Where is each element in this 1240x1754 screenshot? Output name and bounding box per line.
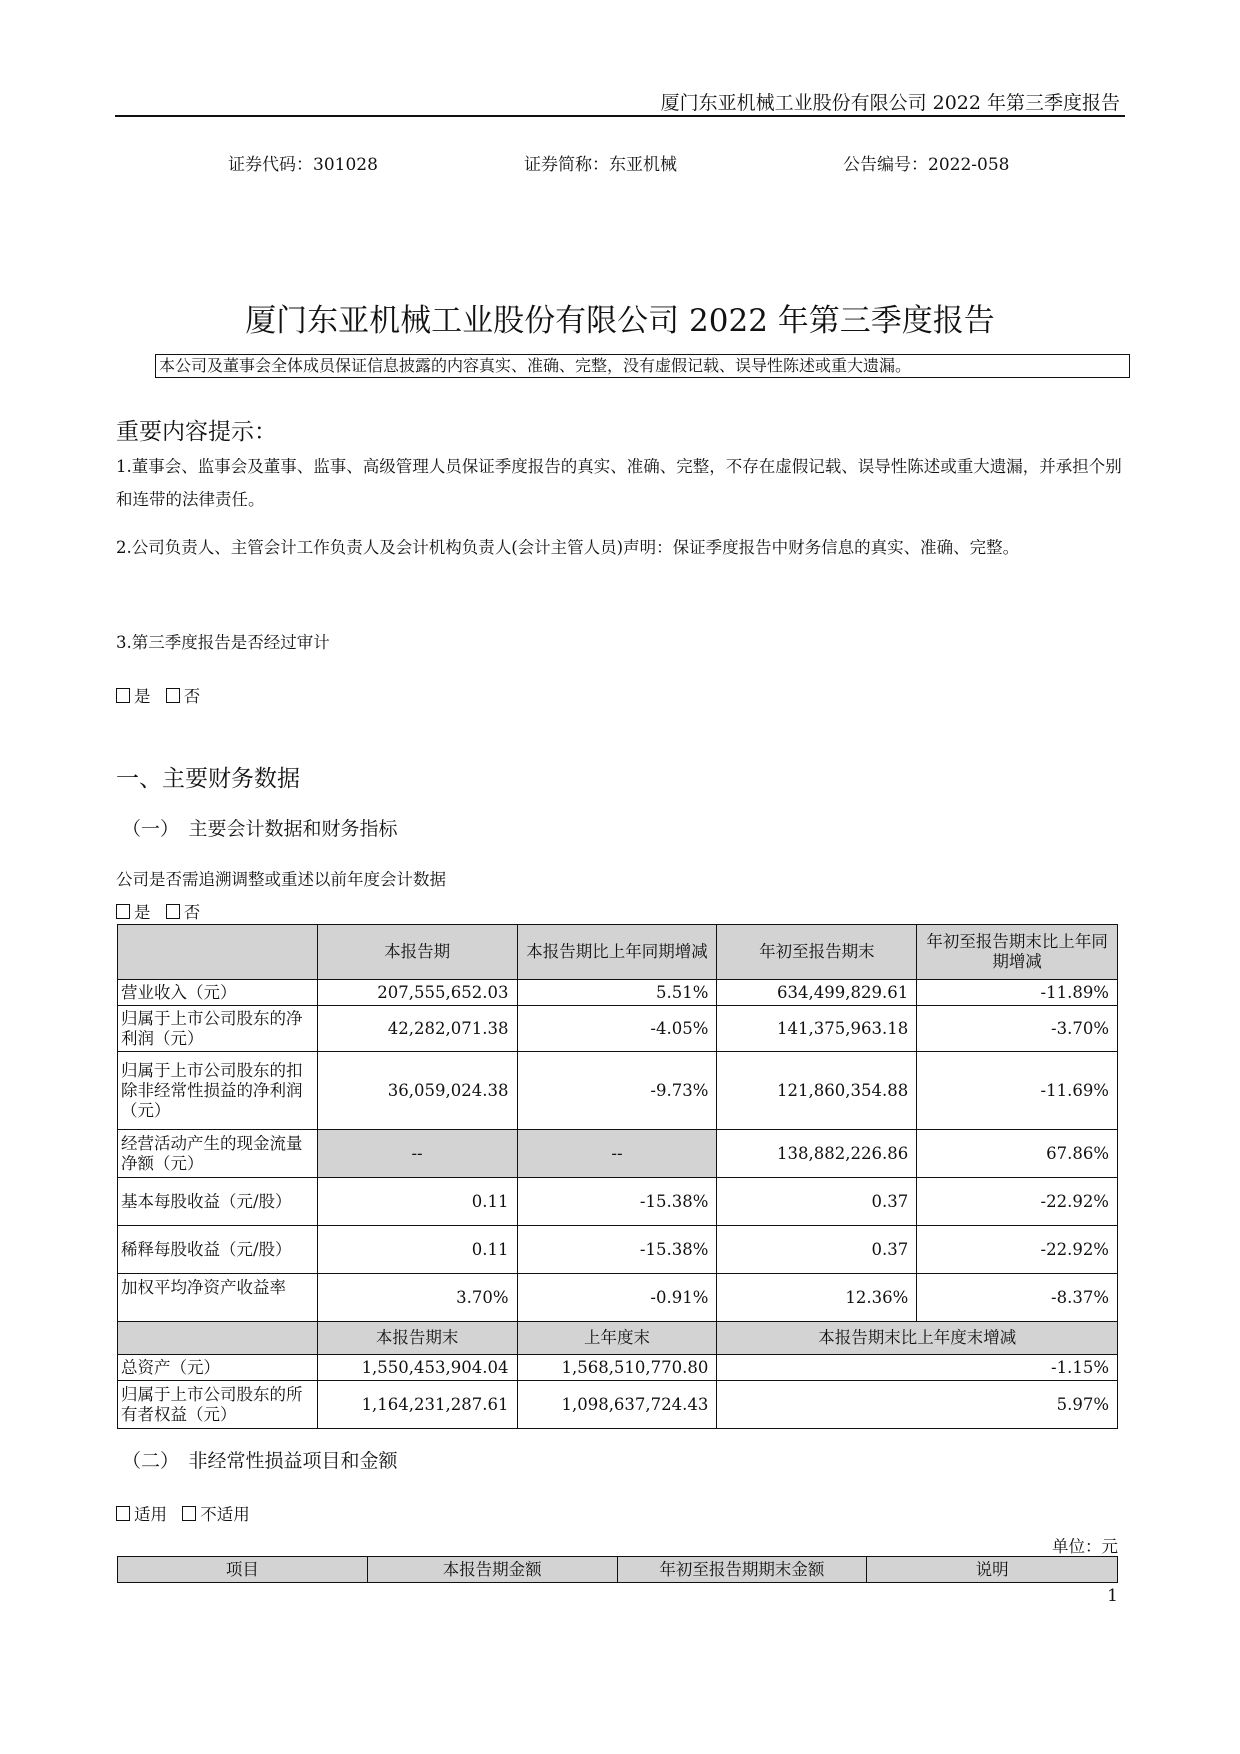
cell-value: 0.37 <box>717 1226 917 1274</box>
stock-abbreviation: 证券简称：东亚机械 <box>524 155 677 175</box>
audit-no-checkbox[interactable] <box>166 688 180 703</box>
running-header: 厦门东亚机械工业股份有限公司 2022 年第三季度报告 <box>660 92 1120 114</box>
cell-value: 138,882,226.86 <box>717 1130 917 1178</box>
cell-value: 3.70% <box>317 1274 517 1322</box>
table-header: 年初至报告期末比上年同期增减 <box>917 925 1118 980</box>
table-row <box>118 1274 1118 1322</box>
row-label: 归属于上市公司股东的所有者权益（元） <box>118 1381 318 1429</box>
section-1-heading: 一、主要财务数据 <box>116 766 300 792</box>
cell-value: 1,568,510,770.80 <box>517 1355 717 1381</box>
table-header: 本报告期比上年同期增减 <box>517 925 717 980</box>
table-row <box>118 1130 1118 1178</box>
stock-code: 证券代码：301028 <box>228 155 378 175</box>
table-header: 本报告期金额 <box>367 1557 617 1583</box>
cell-value: 1,550,453,904.04 <box>317 1355 517 1381</box>
cell-value: 42,282,071.38 <box>317 1006 517 1052</box>
important-heading: 重要内容提示： <box>116 419 277 445</box>
financial-data-table <box>117 924 1118 1429</box>
cell-value: 36,059,024.38 <box>317 1052 517 1130</box>
cell-value: -15.38% <box>517 1178 717 1226</box>
table-row <box>118 1052 1118 1130</box>
cell-value: -11.69% <box>917 1052 1118 1130</box>
cell-value: 634,499,829.61 <box>717 980 917 1006</box>
applicable-checkbox[interactable] <box>116 1506 130 1521</box>
table-row <box>118 1226 1118 1274</box>
restate-no-checkbox[interactable] <box>166 904 180 919</box>
row-label: 归属于上市公司股东的扣除非经常性损益的净利润（元） <box>118 1052 318 1130</box>
non-recurring-table <box>117 1556 1118 1583</box>
important-item-3: 3.第三季度报告是否经过审计 <box>116 633 330 652</box>
row-label: 经营活动产生的现金流量净额（元） <box>118 1130 318 1178</box>
cell-value: 207,555,652.03 <box>317 980 517 1006</box>
cell-value: 1,098,637,724.43 <box>517 1381 717 1429</box>
subsection-1-heading: （一） 主要会计数据和财务指标 <box>122 818 398 840</box>
cell-value: -15.38% <box>517 1226 717 1274</box>
applicable-options: 适用 不适用 <box>116 1501 250 1525</box>
cell-value: -3.70% <box>917 1006 1118 1052</box>
row-label: 总资产（元） <box>118 1355 318 1381</box>
row-label: 稀释每股收益（元/股） <box>118 1226 318 1274</box>
cell-value: 1,164,231,287.61 <box>317 1381 517 1429</box>
cell-value: 5.51% <box>517 980 717 1006</box>
cell-value: -0.91% <box>517 1274 717 1322</box>
table-row <box>118 980 1118 1006</box>
row-label: 归属于上市公司股东的净利润（元） <box>118 1006 318 1052</box>
cell-value: -11.89% <box>917 980 1118 1006</box>
cell-value: -1.15% <box>717 1355 1118 1381</box>
table-header: 本报告期末比上年度末增减 <box>717 1322 1118 1355</box>
row-label: 加权平均净资产收益率 <box>118 1274 318 1322</box>
not-applicable-checkbox[interactable] <box>182 1506 196 1521</box>
cell-value: 121,860,354.88 <box>717 1052 917 1130</box>
cell-value: -22.92% <box>917 1178 1118 1226</box>
report-title: 厦门东亚机械工业股份有限公司 2022 年第三季度报告 <box>245 303 995 339</box>
board-statement: 本公司及董事会全体成员保证信息披露的内容真实、准确、完整，没有虚假记载、误导性陈述或重大遗漏。 <box>155 354 1130 378</box>
cell-value: 0.37 <box>717 1178 917 1226</box>
cell-value: 0.11 <box>317 1226 517 1274</box>
notice-number: 公告编号：2022-058 <box>843 155 1010 175</box>
subsection-2-heading: （二） 非经常性损益项目和金额 <box>122 1450 398 1472</box>
cell-value: 12.36% <box>717 1274 917 1322</box>
cell-value: -8.37% <box>917 1274 1118 1322</box>
cell-value: 141,375,963.18 <box>717 1006 917 1052</box>
table-row <box>118 1355 1118 1381</box>
table-row <box>118 1178 1118 1226</box>
table-header: 年初至报告期末 <box>717 925 917 980</box>
row-label: 营业收入（元） <box>118 980 318 1006</box>
table-header: 说明 <box>867 1557 1118 1583</box>
row-label: 基本每股收益（元/股） <box>118 1178 318 1226</box>
table-row <box>118 1381 1118 1429</box>
table-header: 上年度末 <box>517 1322 717 1355</box>
table-header-blank <box>118 925 318 980</box>
cell-value: -- <box>517 1130 717 1178</box>
important-item-2: 2.公司负责人、主管会计工作负责人及会计机构负责人(会计主管人员)声明：保证季度报告中财务信息的真实、准确、完整。 <box>116 538 1020 557</box>
restate-options: 是 否 <box>116 899 200 923</box>
table-header: 本报告期 <box>317 925 517 980</box>
cell-value: -22.92% <box>917 1226 1118 1274</box>
table-header-blank <box>118 1322 318 1355</box>
table-header: 年初至报告期期末金额 <box>617 1557 867 1583</box>
page-number: 1 <box>1107 1586 1118 1606</box>
audit-options: 是 否 <box>116 683 200 707</box>
header-divider <box>115 115 1125 117</box>
cell-value: 5.97% <box>717 1381 1118 1429</box>
restate-yes-checkbox[interactable] <box>116 904 130 919</box>
cell-value: -- <box>317 1130 517 1178</box>
cell-value: 67.86% <box>917 1130 1118 1178</box>
cell-value: -4.05% <box>517 1006 717 1052</box>
table-header: 本报告期末 <box>317 1322 517 1355</box>
table-header: 项目 <box>118 1557 368 1583</box>
cell-value: 0.11 <box>317 1178 517 1226</box>
table-row <box>118 1006 1118 1052</box>
restate-question: 公司是否需追溯调整或重述以前年度会计数据 <box>116 870 446 889</box>
unit-label: 单位：元 <box>1052 1537 1118 1556</box>
audit-yes-checkbox[interactable] <box>116 688 130 703</box>
cell-value: -9.73% <box>517 1052 717 1130</box>
important-item-1: 1.董事会、监事会及董事、监事、高级管理人员保证季度报告的真实、准确、完整，不存在虚假记载、误导性陈述或重大遗漏，并承担个别和连带的法律责任。 <box>116 457 1122 509</box>
